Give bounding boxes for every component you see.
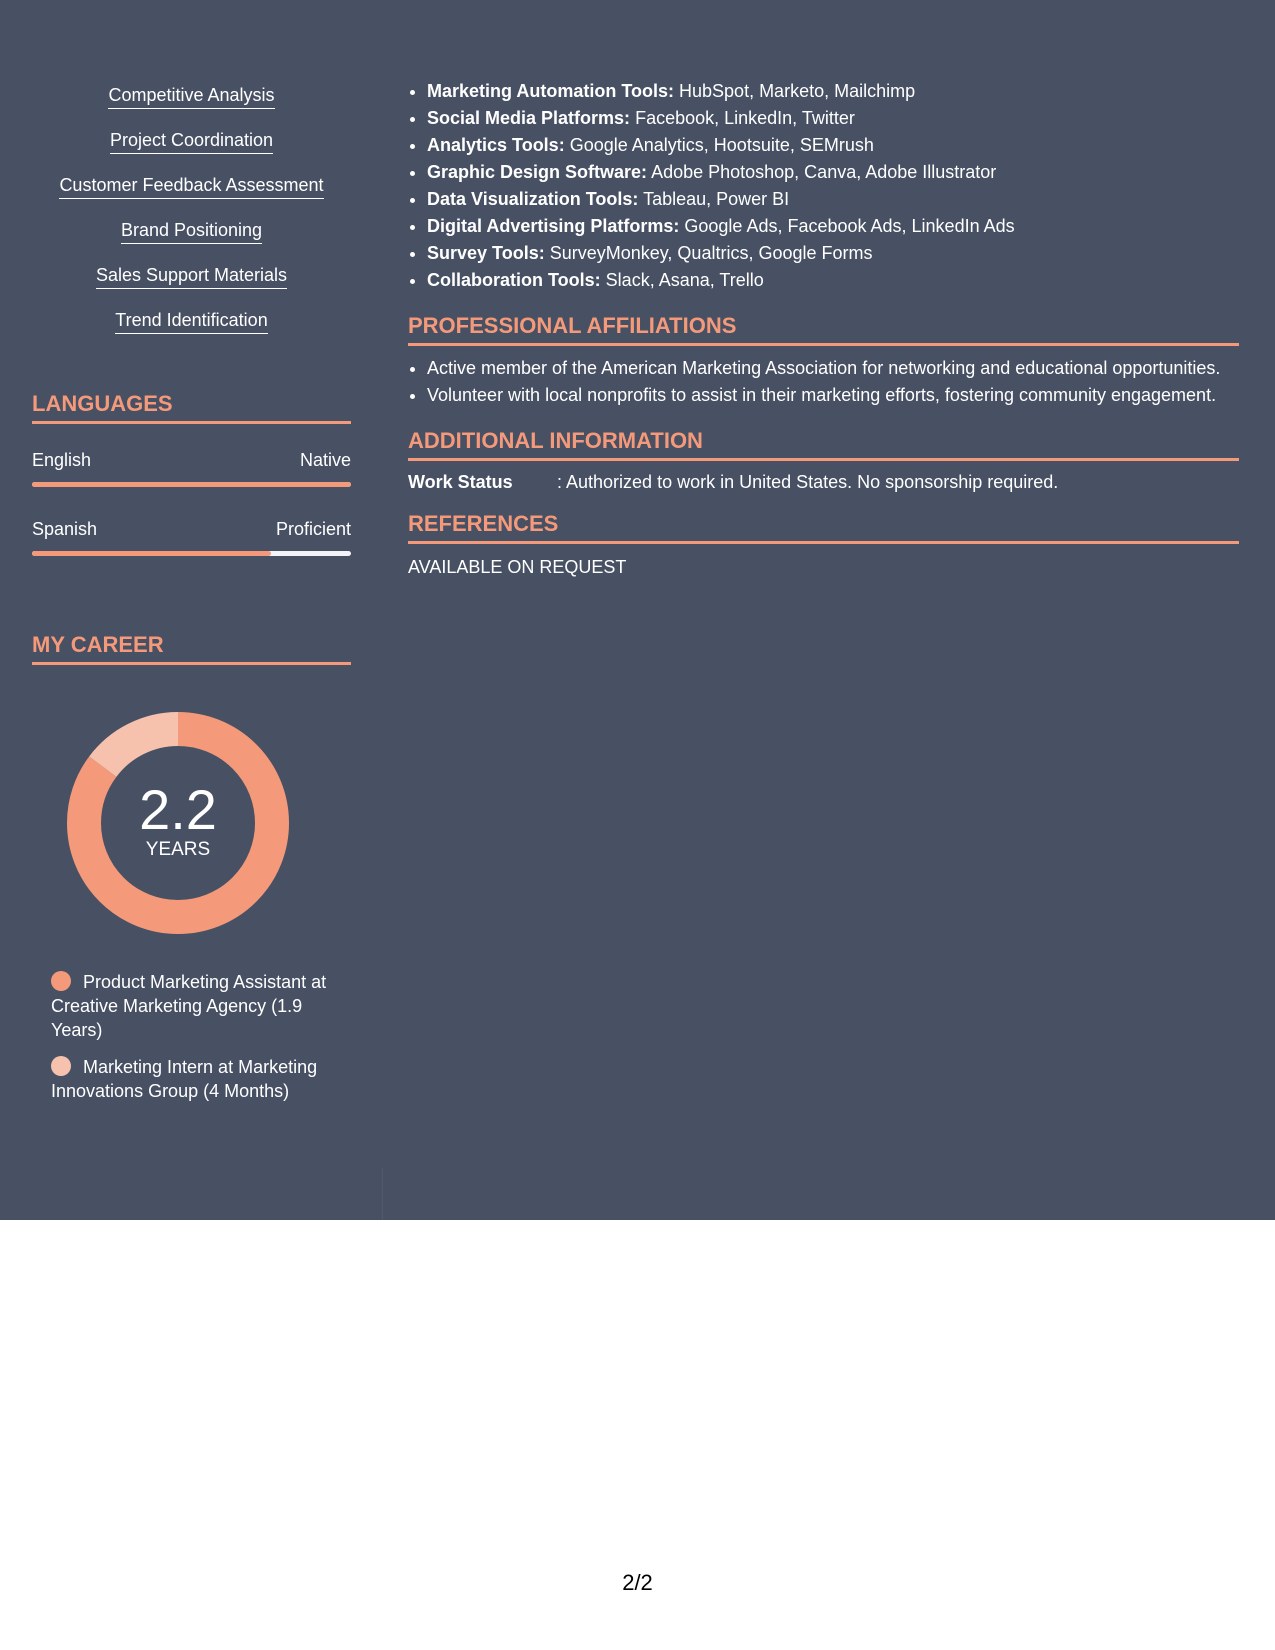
career-total-unit: YEARS [145, 839, 211, 860]
tool-value: Google Ads, Facebook Ads, LinkedIn Ads [684, 216, 1015, 236]
skill-item: Trend Identification [115, 309, 267, 334]
affiliations-section [408, 312, 1239, 407]
tool-value: Google Analytics, Hootsuite, SEMrush [569, 135, 874, 155]
legend-label: Product Marketing Assistant at Creative Marketing Agency (1.9 Years) [51, 972, 327, 1040]
tool-item [427, 132, 1239, 159]
work-status-row [408, 470, 1239, 494]
language-bar [32, 482, 351, 487]
skill-item: Brand Positioning [121, 219, 262, 244]
affiliations-heading: PROFESSIONAL AFFILIATIONS [408, 312, 1239, 346]
tool-item [427, 213, 1239, 240]
languages-heading: LANGUAGES [32, 390, 351, 424]
career-total-value: 2.2 [139, 778, 217, 841]
tool-label: Marketing Automation Tools: [427, 81, 674, 101]
language-bar-fill [32, 551, 271, 556]
additional-heading: ADDITIONAL INFORMATION [408, 427, 1239, 461]
right-column [408, 78, 1239, 579]
work-status-value: : Authorized to work in United States. No sponsorship required. [557, 472, 1059, 492]
additional-section [408, 427, 1239, 494]
tool-value: Tableau, Power BI [643, 189, 790, 209]
tool-item [427, 105, 1239, 132]
tool-label: Analytics Tools: [427, 135, 565, 155]
tool-item [427, 267, 1239, 294]
language-level: Proficient [275, 519, 351, 539]
tool-label: Digital Advertising Platforms: [427, 216, 680, 236]
skill-item: Customer Feedback Assessment [59, 174, 323, 199]
tool-value: Facebook, LinkedIn, Twitter [635, 108, 855, 128]
tool-label: Survey Tools: [427, 243, 545, 263]
tool-value: SurveyMonkey, Qualtrics, Google Forms [549, 243, 873, 263]
language-bar [32, 551, 351, 556]
references-heading: REFERENCES [408, 510, 1239, 544]
affiliations-list [408, 356, 1239, 407]
tool-item [427, 78, 1239, 105]
career-legend [51, 970, 341, 1116]
language-name: English [32, 450, 92, 470]
tool-item [427, 240, 1239, 267]
tool-label: Graphic Design Software: [427, 162, 648, 182]
skill-item: Project Coordination [110, 129, 273, 154]
career-donut-chart [66, 711, 290, 935]
legend-dot-icon [51, 971, 71, 991]
tool-value: HubSpot, Marketo, Mailchimp [679, 81, 916, 101]
skill-item: Sales Support Materials [96, 264, 287, 289]
tool-item [427, 159, 1239, 186]
tool-value: Adobe Photoshop, Canva, Adobe Illustrator [651, 162, 997, 182]
career-total [66, 778, 290, 861]
page-number: 2/2 [622, 1570, 653, 1595]
language-name: Spanish [32, 519, 98, 539]
work-status-label: Work Status [408, 472, 513, 492]
language-level: Native [299, 450, 351, 470]
tools-list [408, 78, 1239, 294]
language-bar-fill [32, 482, 351, 487]
tool-label: Data Visualization Tools: [427, 189, 639, 209]
tool-value: Slack, Asana, Trello [605, 270, 764, 290]
tool-item [427, 186, 1239, 213]
career-heading: MY CAREER [32, 631, 351, 665]
legend-item [51, 1055, 341, 1103]
skills-list [32, 84, 351, 354]
skill-item: Competitive Analysis [108, 84, 274, 109]
affiliation-item: • Volunteer with local nonprofits to assist in their marketing efforts, fostering community engagement. [427, 383, 1239, 407]
tool-label: Social Media Platforms: [427, 108, 631, 128]
column-divider [382, 1168, 383, 1220]
references-section [408, 510, 1239, 579]
legend-item [51, 970, 341, 1042]
legend-label: Marketing Intern at Marketing Innovations Group (4 Months) [51, 1057, 318, 1101]
legend-dot-icon [51, 1056, 71, 1076]
references-text: AVAILABLE ON REQUEST [408, 557, 627, 577]
affiliation-item: • Active member of the American Marketing Association for networking and educational opportunities. [427, 356, 1239, 380]
tool-label: Collaboration Tools: [427, 270, 601, 290]
